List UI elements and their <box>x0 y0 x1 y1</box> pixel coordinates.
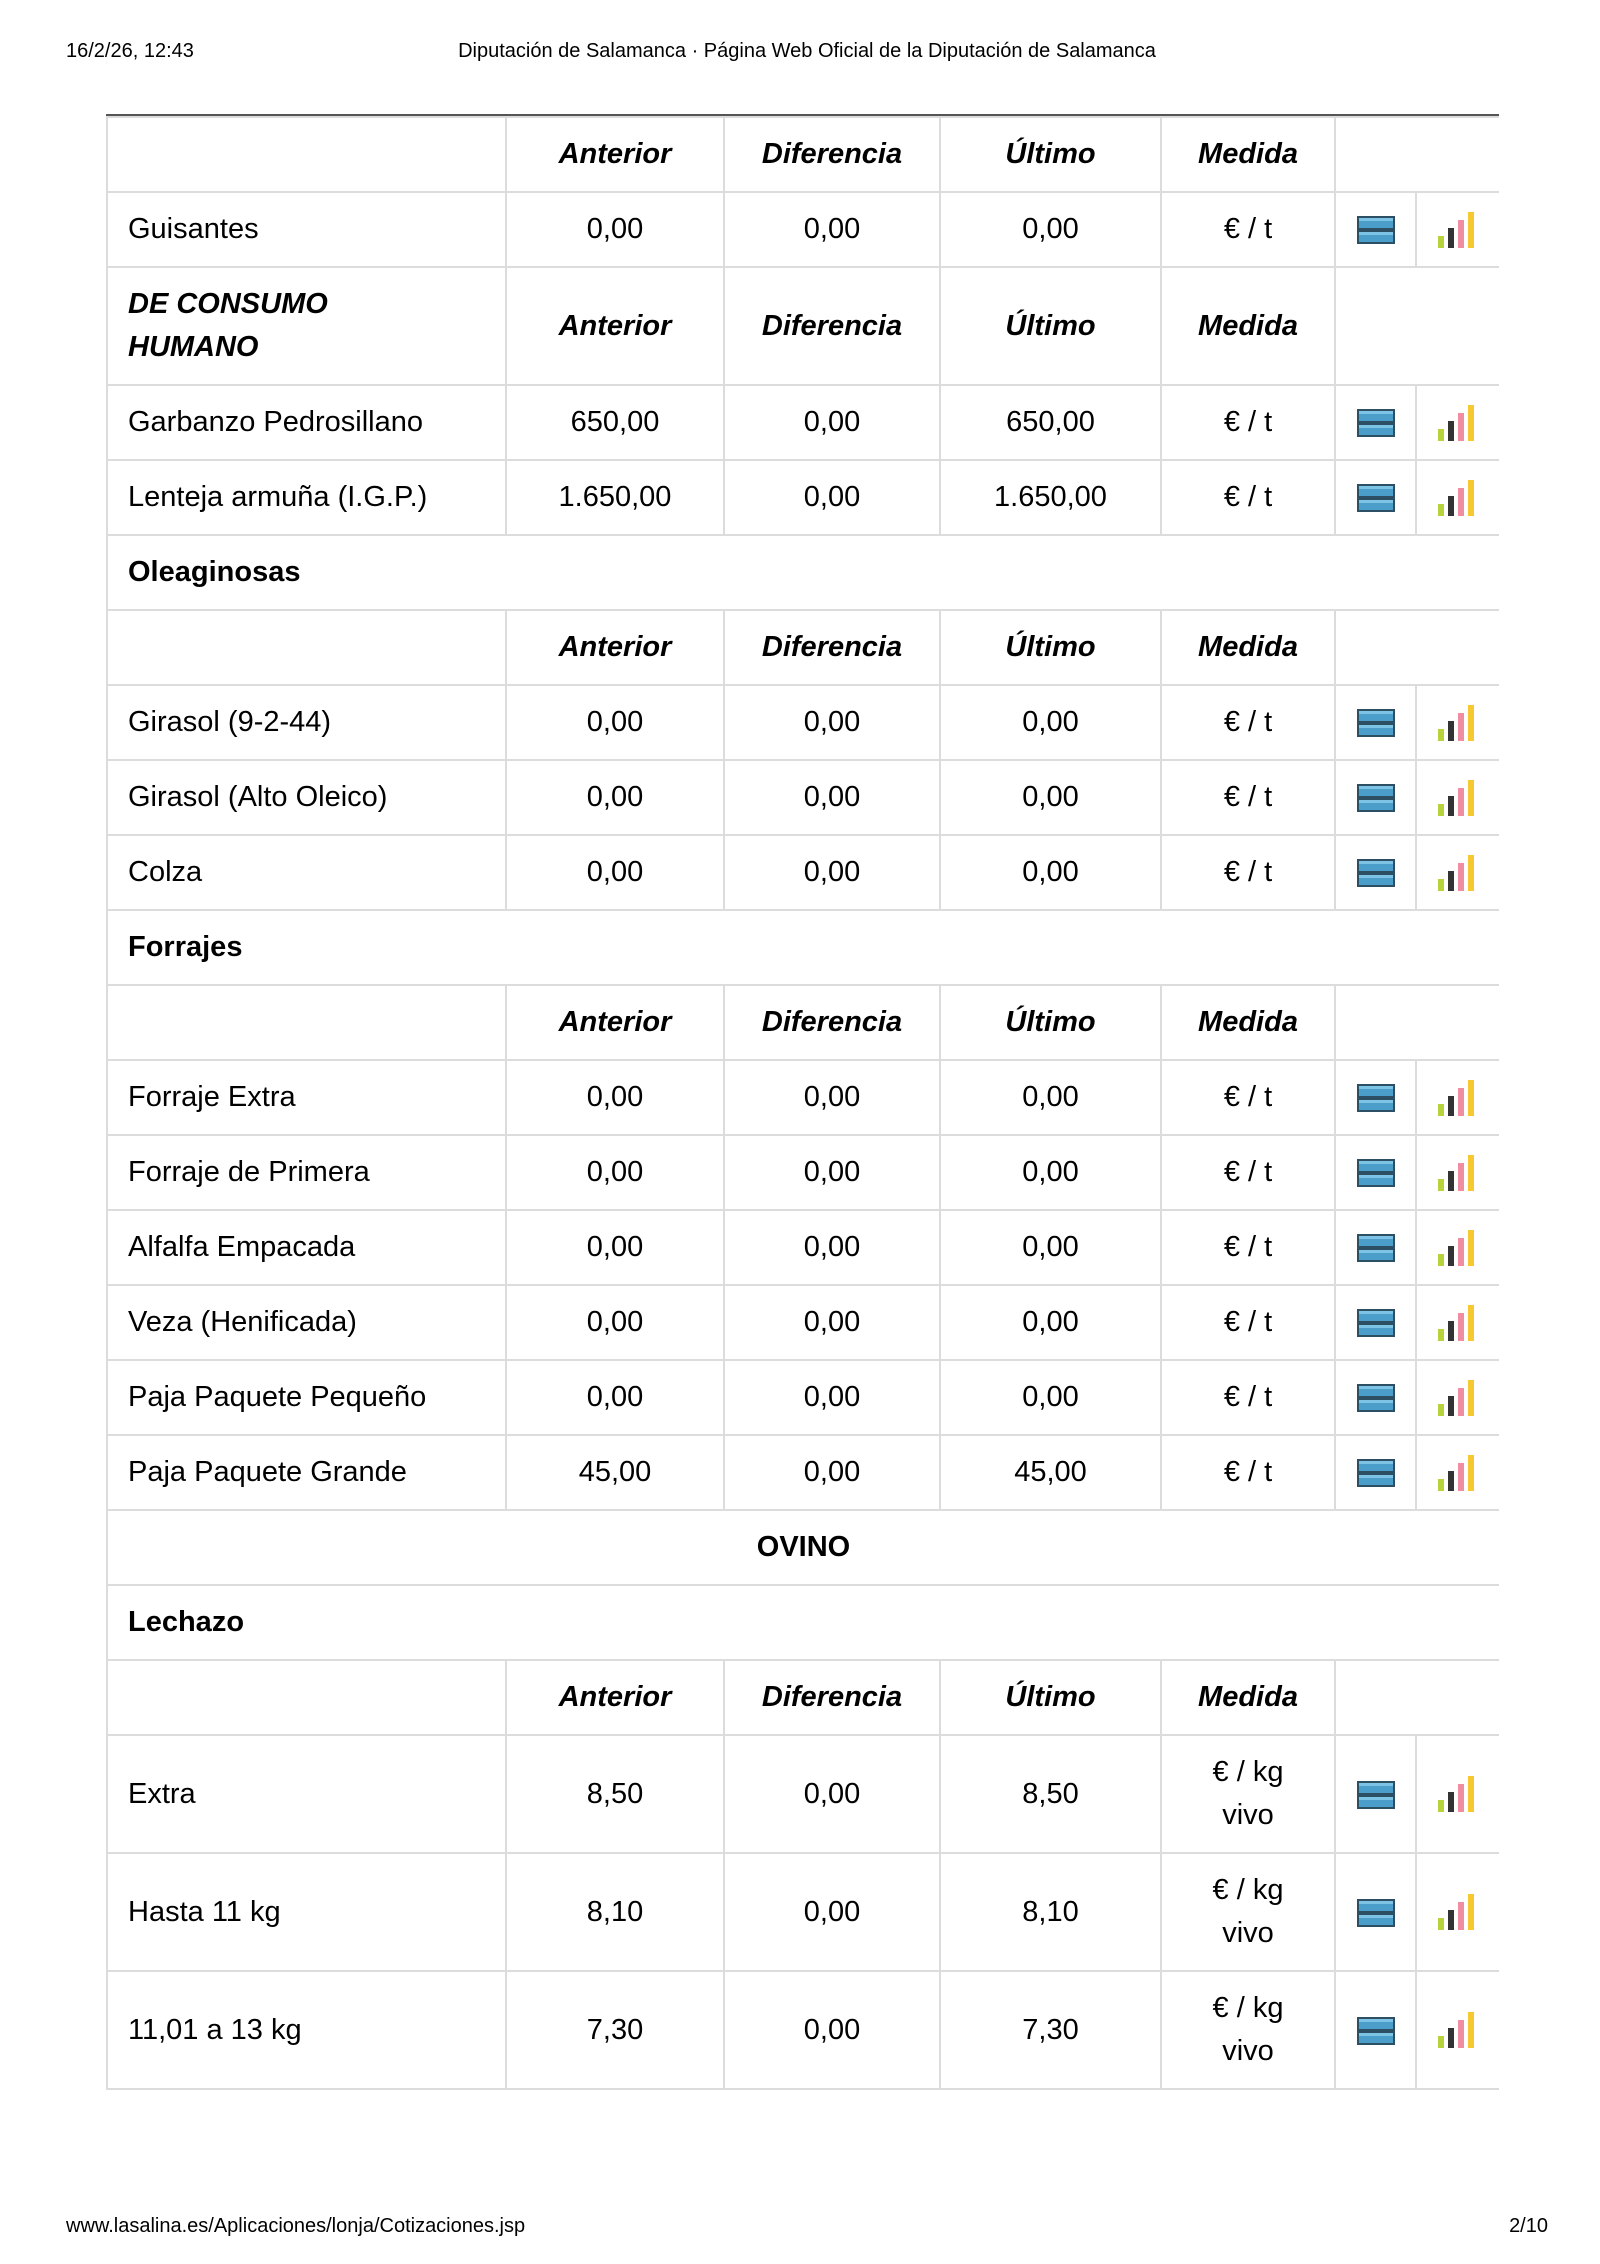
chart-button[interactable] <box>1416 460 1499 535</box>
product-name: Guisantes <box>107 192 506 267</box>
group-ovino-title: OVINO <box>107 1510 1499 1585</box>
category-title-line2: HUMANO <box>128 331 259 363</box>
col-header-diferencia: Diferencia <box>724 610 940 685</box>
product-name: Hasta 11 kg <box>107 1853 506 1971</box>
anterior-value: 0,00 <box>506 760 724 835</box>
product-name: Extra <box>107 1735 506 1853</box>
col-header-anterior: Anterior <box>506 267 724 385</box>
price-row <box>107 1135 1499 1210</box>
diferencia-value: 0,00 <box>724 835 940 910</box>
table-icon <box>1356 1231 1396 1263</box>
group-ovino <box>107 1510 1499 1585</box>
history-table-button[interactable] <box>1335 760 1416 835</box>
header-icon-placeholder <box>1335 1660 1499 1735</box>
bar-chart-icon <box>1436 1895 1480 1927</box>
medida-cell: € / t <box>1161 760 1335 835</box>
product-name: Forraje de Primera <box>107 1135 506 1210</box>
medida-line2: vivo <box>1222 2035 1274 2067</box>
product-name: Alfalfa Empacada <box>107 1210 506 1285</box>
bar-chart-icon <box>1436 855 1480 887</box>
price-row <box>107 385 1499 460</box>
table-icon <box>1356 1895 1396 1927</box>
medida-line1: € / kg <box>1212 1874 1284 1906</box>
print-page-number: 2/10 <box>1509 2215 1548 2237</box>
history-table-button[interactable] <box>1335 460 1416 535</box>
anterior-value: 8,10 <box>506 1853 724 1971</box>
anterior-value: 1.650,00 <box>506 460 724 535</box>
print-url: www.lasalina.es/Aplicaciones/lonja/Cotizaciones.jsp <box>66 2215 526 2237</box>
history-table-button[interactable] <box>1335 1735 1416 1853</box>
table-icon <box>1356 406 1396 438</box>
chart-button[interactable] <box>1416 1853 1499 1971</box>
medida-cell: € / t <box>1161 1435 1335 1510</box>
section-lechazo-title: Lechazo <box>107 1585 1499 1660</box>
table-icon <box>1356 1456 1396 1488</box>
col-header-diferencia: Diferencia <box>724 267 940 385</box>
bar-chart-icon <box>1436 1777 1480 1809</box>
medida-cell: € / t <box>1161 1285 1335 1360</box>
bar-chart-icon <box>1436 1230 1480 1262</box>
table-icon <box>1356 1777 1396 1809</box>
diferencia-value: 0,00 <box>724 685 940 760</box>
col-header-diferencia: Diferencia <box>724 1660 940 1735</box>
medida-line1: € / kg <box>1212 1992 1284 2024</box>
anterior-value: 0,00 <box>506 685 724 760</box>
section-forrajes <box>107 910 1499 985</box>
col-header-ultimo: Último <box>940 117 1161 192</box>
bar-chart-icon <box>1436 1080 1480 1112</box>
anterior-value: 0,00 <box>506 1135 724 1210</box>
ultimo-value: 0,00 <box>940 835 1161 910</box>
ultimo-value: 0,00 <box>940 1285 1161 1360</box>
col-header-medida: Medida <box>1161 985 1335 1060</box>
history-table-button[interactable] <box>1335 192 1416 267</box>
diferencia-value: 0,00 <box>724 1853 940 1971</box>
section-oleaginosas-title: Oleaginosas <box>107 535 1499 610</box>
bar-chart-icon <box>1436 1305 1480 1337</box>
table-icon <box>1356 781 1396 813</box>
header-empty-cell <box>107 985 506 1060</box>
medida-cell <box>1161 1735 1335 1853</box>
medida-cell: € / t <box>1161 1135 1335 1210</box>
medida-cell: € / t <box>1161 1060 1335 1135</box>
chart-button[interactable] <box>1416 1060 1499 1135</box>
price-row <box>107 1735 1499 1853</box>
history-table-button[interactable] <box>1335 1060 1416 1135</box>
price-row <box>107 1853 1499 1971</box>
diferencia-value: 0,00 <box>724 1735 940 1853</box>
table-icon <box>1356 213 1396 245</box>
chart-button[interactable] <box>1416 685 1499 760</box>
diferencia-value: 0,00 <box>724 1060 940 1135</box>
medida-cell <box>1161 1853 1335 1971</box>
ultimo-value: 0,00 <box>940 1060 1161 1135</box>
anterior-value: 7,30 <box>506 1971 724 2089</box>
ultimo-value: 0,00 <box>940 760 1161 835</box>
anterior-value: 0,00 <box>506 835 724 910</box>
product-name: Lenteja armuña (I.G.P.) <box>107 460 506 535</box>
medida-cell: € / t <box>1161 835 1335 910</box>
bar-chart-icon <box>1436 212 1480 244</box>
price-row <box>107 1060 1499 1135</box>
price-row <box>107 1971 1499 2089</box>
price-row <box>107 1360 1499 1435</box>
col-header-medida: Medida <box>1161 117 1335 192</box>
header-icon-placeholder <box>1335 985 1499 1060</box>
col-header-anterior: Anterior <box>506 117 724 192</box>
chart-button[interactable] <box>1416 835 1499 910</box>
bar-chart-icon <box>1436 1455 1480 1487</box>
col-header-ultimo: Último <box>940 267 1161 385</box>
price-row <box>107 1210 1499 1285</box>
price-row <box>107 192 1499 267</box>
ultimo-value: 45,00 <box>940 1435 1161 1510</box>
category-title <box>107 267 506 385</box>
col-header-ultimo: Último <box>940 985 1161 1060</box>
product-name: Paja Paquete Grande <box>107 1435 506 1510</box>
bar-chart-icon <box>1436 780 1480 812</box>
col-header-medida: Medida <box>1161 1660 1335 1735</box>
ultimo-value: 0,00 <box>940 192 1161 267</box>
table-icon <box>1356 856 1396 888</box>
prices-table <box>106 116 1499 2090</box>
ultimo-value: 0,00 <box>940 1210 1161 1285</box>
category-title-line1: DE CONSUMO <box>128 288 328 320</box>
bar-chart-icon <box>1436 1155 1480 1187</box>
table-icon <box>1356 481 1396 513</box>
diferencia-value: 0,00 <box>724 1210 940 1285</box>
diferencia-value: 0,00 <box>724 1360 940 1435</box>
header-empty-cell <box>107 610 506 685</box>
anterior-value: 0,00 <box>506 1360 724 1435</box>
history-table-button[interactable] <box>1335 1210 1416 1285</box>
medida-line1: € / kg <box>1212 1756 1284 1788</box>
price-row <box>107 1435 1499 1510</box>
chart-button[interactable] <box>1416 192 1499 267</box>
bar-chart-icon <box>1436 1380 1480 1412</box>
col-header-ultimo: Último <box>940 1660 1161 1735</box>
anterior-value: 0,00 <box>506 1210 724 1285</box>
chart-button[interactable] <box>1416 385 1499 460</box>
diferencia-value: 0,00 <box>724 1971 940 2089</box>
ultimo-value: 1.650,00 <box>940 460 1161 535</box>
price-row <box>107 1285 1499 1360</box>
print-header <box>66 40 1548 70</box>
bar-chart-icon <box>1436 480 1480 512</box>
product-name: Garbanzo Pedrosillano <box>107 385 506 460</box>
header-icon-placeholder <box>1335 117 1499 192</box>
column-header-row <box>107 1660 1499 1735</box>
medida-line2: vivo <box>1222 1799 1274 1831</box>
col-header-medida: Medida <box>1161 610 1335 685</box>
chart-button[interactable] <box>1416 1971 1499 2089</box>
column-header-row <box>107 267 1499 385</box>
medida-cell <box>1161 1971 1335 2089</box>
diferencia-value: 0,00 <box>724 460 940 535</box>
header-icon-placeholder <box>1335 610 1499 685</box>
history-table-button[interactable] <box>1335 1853 1416 1971</box>
anterior-value: 0,00 <box>506 192 724 267</box>
print-footer <box>66 2215 1548 2245</box>
diferencia-value: 0,00 <box>724 1135 940 1210</box>
col-header-anterior: Anterior <box>506 610 724 685</box>
ultimo-value: 0,00 <box>940 1360 1161 1435</box>
price-row <box>107 460 1499 535</box>
prices-table-body <box>107 117 1499 2089</box>
ultimo-value: 0,00 <box>940 685 1161 760</box>
ultimo-value: 8,50 <box>940 1735 1161 1853</box>
price-row <box>107 685 1499 760</box>
history-table-button[interactable] <box>1335 1135 1416 1210</box>
product-name: Girasol (9-2-44) <box>107 685 506 760</box>
medida-cell: € / t <box>1161 385 1335 460</box>
col-header-diferencia: Diferencia <box>724 985 940 1060</box>
anterior-value: 8,50 <box>506 1735 724 1853</box>
header-empty-cell <box>107 1660 506 1735</box>
bar-chart-icon <box>1436 705 1480 737</box>
bar-chart-icon <box>1436 405 1480 437</box>
table-icon <box>1356 1381 1396 1413</box>
history-table-button[interactable] <box>1335 385 1416 460</box>
history-table-button[interactable] <box>1335 1971 1416 2089</box>
anterior-value: 650,00 <box>506 385 724 460</box>
ultimo-value: 0,00 <box>940 1135 1161 1210</box>
col-header-diferencia: Diferencia <box>724 117 940 192</box>
chart-button[interactable] <box>1416 1360 1499 1435</box>
medida-cell: € / t <box>1161 1210 1335 1285</box>
diferencia-value: 0,00 <box>724 192 940 267</box>
anterior-value: 0,00 <box>506 1060 724 1135</box>
chart-button[interactable] <box>1416 760 1499 835</box>
medida-cell: € / t <box>1161 460 1335 535</box>
history-table-button[interactable] <box>1335 1435 1416 1510</box>
ultimo-value: 650,00 <box>940 385 1161 460</box>
col-header-anterior: Anterior <box>506 985 724 1060</box>
medida-cell: € / t <box>1161 1360 1335 1435</box>
col-header-ultimo: Último <box>940 610 1161 685</box>
history-table-button[interactable] <box>1335 685 1416 760</box>
anterior-value: 45,00 <box>506 1435 724 1510</box>
medida-cell: € / t <box>1161 192 1335 267</box>
table-icon <box>1356 2013 1396 2045</box>
product-name: Veza (Henificada) <box>107 1285 506 1360</box>
header-empty-cell <box>107 117 506 192</box>
product-name: Girasol (Alto Oleico) <box>107 760 506 835</box>
diferencia-value: 0,00 <box>724 385 940 460</box>
prices-table-frame <box>106 114 1499 2144</box>
section-oleaginosas <box>107 535 1499 610</box>
ultimo-value: 8,10 <box>940 1853 1161 1971</box>
section-lechazo <box>107 1585 1499 1660</box>
column-header-row <box>107 117 1499 192</box>
diferencia-value: 0,00 <box>724 760 940 835</box>
product-name: Paja Paquete Pequeño <box>107 1360 506 1435</box>
chart-button[interactable] <box>1416 1735 1499 1853</box>
column-header-row <box>107 610 1499 685</box>
print-datetime: 16/2/26, 12:43 <box>66 40 194 62</box>
col-header-medida: Medida <box>1161 267 1335 385</box>
table-icon <box>1356 1156 1396 1188</box>
table-icon <box>1356 706 1396 738</box>
table-icon <box>1356 1306 1396 1338</box>
chart-button[interactable] <box>1416 1135 1499 1210</box>
price-row <box>107 760 1499 835</box>
print-page-title: Diputación de Salamanca · Página Web Oficial de la Diputación de Salamanca <box>458 40 1156 62</box>
chart-button[interactable] <box>1416 1285 1499 1360</box>
anterior-value: 0,00 <box>506 1285 724 1360</box>
chart-button[interactable] <box>1416 1435 1499 1510</box>
chart-button[interactable] <box>1416 1210 1499 1285</box>
product-name: Colza <box>107 835 506 910</box>
product-name: Forraje Extra <box>107 1060 506 1135</box>
col-header-anterior: Anterior <box>506 1660 724 1735</box>
section-forrajes-title: Forrajes <box>107 910 1499 985</box>
header-icon-placeholder <box>1335 267 1499 385</box>
history-table-button[interactable] <box>1335 1360 1416 1435</box>
medida-line2: vivo <box>1222 1917 1274 1949</box>
table-icon <box>1356 1081 1396 1113</box>
ultimo-value: 7,30 <box>940 1971 1161 2089</box>
bar-chart-icon <box>1436 2013 1480 2045</box>
history-table-button[interactable] <box>1335 1285 1416 1360</box>
history-table-button[interactable] <box>1335 835 1416 910</box>
product-name: 11,01 a 13 kg <box>107 1971 506 2089</box>
diferencia-value: 0,00 <box>724 1435 940 1510</box>
diferencia-value: 0,00 <box>724 1285 940 1360</box>
price-row <box>107 835 1499 910</box>
column-header-row <box>107 985 1499 1060</box>
medida-cell: € / t <box>1161 685 1335 760</box>
